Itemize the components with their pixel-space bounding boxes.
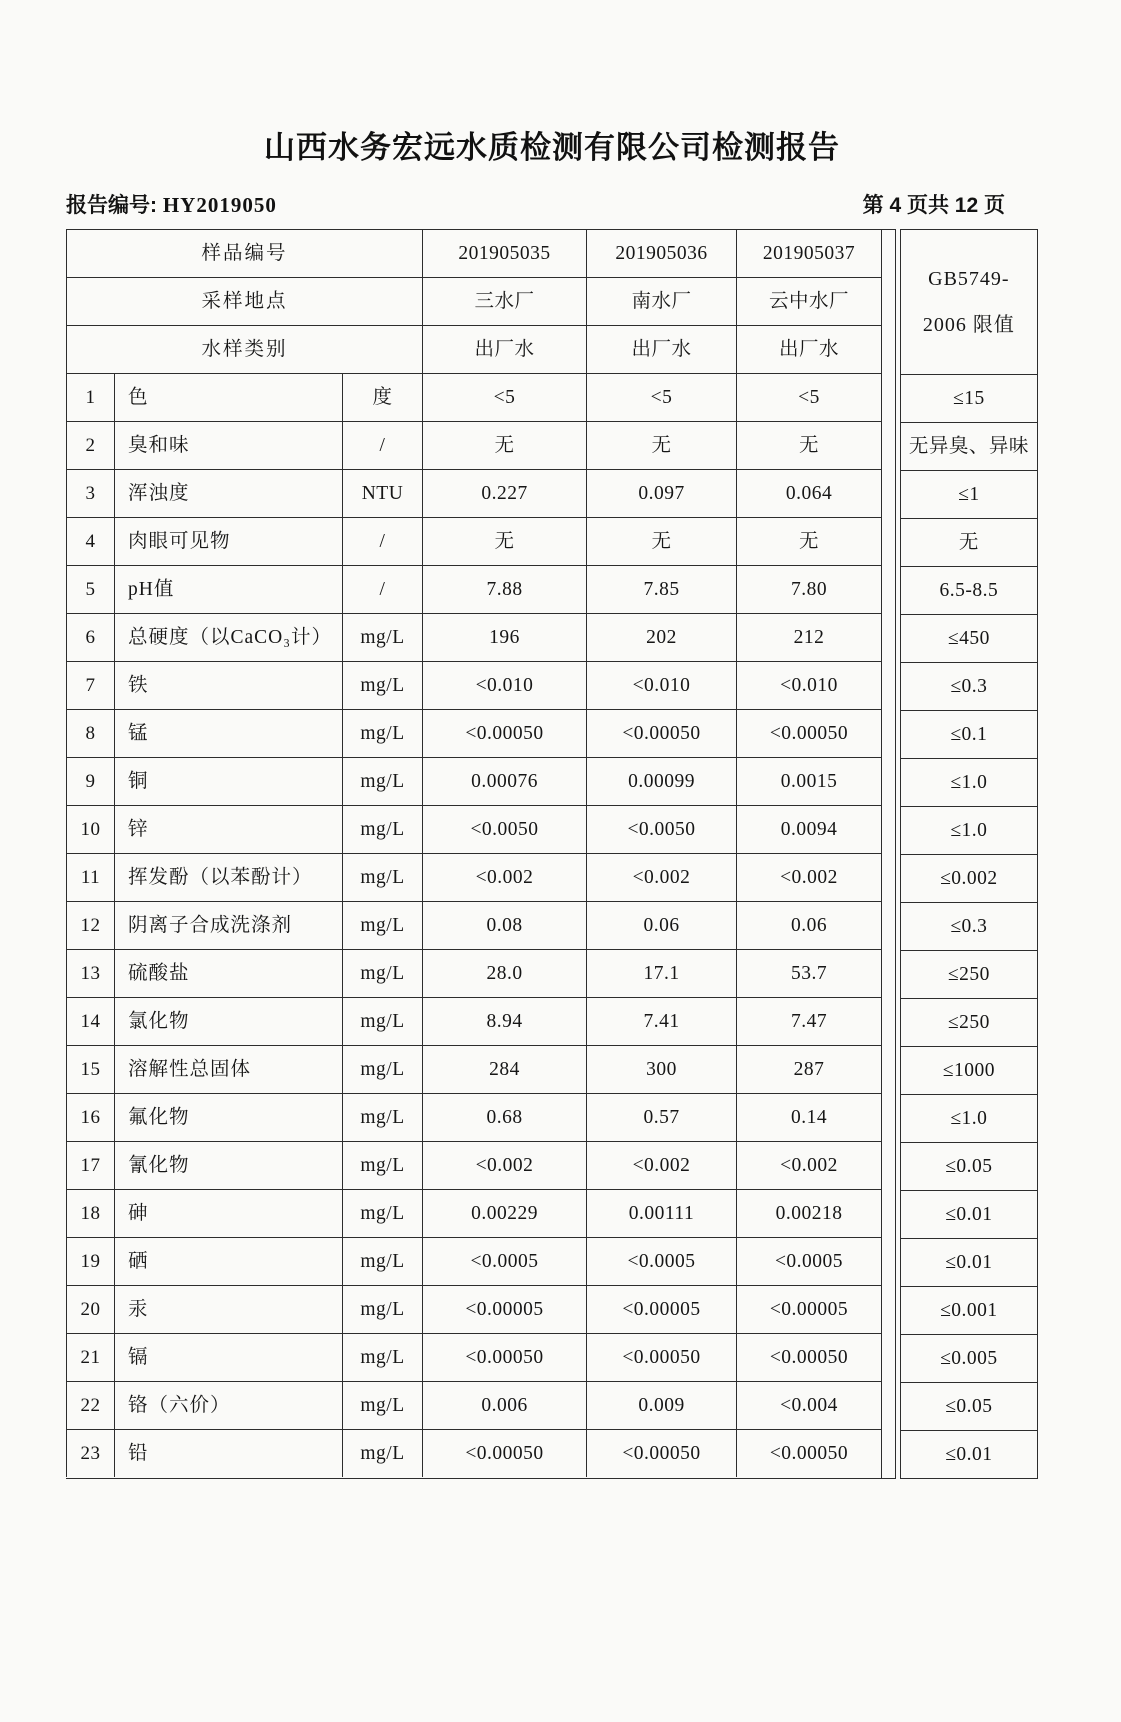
sample-value: 300 bbox=[586, 1045, 736, 1093]
parameter-unit: mg/L bbox=[342, 1285, 422, 1333]
sample-value: <0.00050 bbox=[586, 1429, 736, 1477]
parameter-name: 铬（六价） bbox=[114, 1381, 342, 1429]
limit-value: ≤0.1 bbox=[901, 710, 1037, 758]
limit-column bbox=[900, 229, 1038, 1479]
sample-value: <0.002 bbox=[586, 1141, 736, 1189]
sample-location: 云中水厂 bbox=[736, 277, 881, 325]
parameter-unit: mg/L bbox=[342, 709, 422, 757]
sample-value: 0.097 bbox=[586, 469, 736, 517]
row-number: 12 bbox=[66, 901, 114, 949]
sample-value: 212 bbox=[736, 613, 881, 661]
limit-header-line1: GB5749- bbox=[928, 268, 1010, 290]
page-title: 山西水务宏远水质检测有限公司检测报告 bbox=[264, 130, 840, 165]
results-table bbox=[66, 229, 1038, 1479]
report-number-value: HY2019050 bbox=[162, 193, 277, 217]
parameter-name: 挥发酚（以苯酚计） bbox=[114, 853, 342, 901]
limit-value: 无异臭、异味 bbox=[901, 422, 1037, 470]
sample-value: 284 bbox=[422, 1045, 586, 1093]
sample-value: 0.0094 bbox=[736, 805, 881, 853]
sample-value: 196 bbox=[422, 613, 586, 661]
sample-value: 无 bbox=[586, 517, 736, 565]
limit-value: ≤1.0 bbox=[901, 806, 1037, 854]
sample-value: 0.00229 bbox=[422, 1189, 586, 1237]
limit-value: ≤450 bbox=[901, 614, 1037, 662]
parameter-name: 总硬度（以CaCO₃计） bbox=[114, 613, 342, 661]
water-type: 出厂水 bbox=[736, 325, 881, 373]
parameter-unit: / bbox=[342, 517, 422, 565]
parameter-name: 氯化物 bbox=[114, 997, 342, 1045]
sample-value: <0.010 bbox=[586, 661, 736, 709]
parameter-name: pH值 bbox=[114, 565, 342, 613]
row-number: 17 bbox=[66, 1141, 114, 1189]
sample-value: 0.00099 bbox=[586, 757, 736, 805]
limit-header bbox=[901, 230, 1037, 374]
parameter-unit: mg/L bbox=[342, 853, 422, 901]
sample-value: <5 bbox=[422, 373, 586, 421]
sample-location: 南水厂 bbox=[586, 277, 736, 325]
parameter-name: 汞 bbox=[114, 1285, 342, 1333]
parameter-unit: mg/L bbox=[342, 757, 422, 805]
parameter-name: 锌 bbox=[114, 805, 342, 853]
sample-value: 0.68 bbox=[422, 1093, 586, 1141]
report-number-label: 报告编号: bbox=[66, 194, 157, 217]
parameter-name: 铜 bbox=[114, 757, 342, 805]
limit-value: ≤1000 bbox=[901, 1046, 1037, 1094]
sample-value: <0.0005 bbox=[422, 1237, 586, 1285]
sample-value: 无 bbox=[736, 517, 881, 565]
sample-value: 0.06 bbox=[586, 901, 736, 949]
row-number: 20 bbox=[66, 1285, 114, 1333]
sample-value: <0.002 bbox=[422, 1141, 586, 1189]
sample-value: 0.00076 bbox=[422, 757, 586, 805]
meta-row bbox=[66, 189, 1038, 219]
sample-value: 0.14 bbox=[736, 1093, 881, 1141]
sample-value: 无 bbox=[422, 421, 586, 469]
sample-value: <0.00050 bbox=[422, 709, 586, 757]
sample-value: 7.47 bbox=[736, 997, 881, 1045]
sample-value: 0.0015 bbox=[736, 757, 881, 805]
sample-value: 无 bbox=[422, 517, 586, 565]
sample-value: 53.7 bbox=[736, 949, 881, 997]
parameter-unit: mg/L bbox=[342, 661, 422, 709]
parameter-name: 阴离子合成洗涤剂 bbox=[114, 901, 342, 949]
divider-strip bbox=[882, 229, 896, 1479]
limit-header-line2: 2006 限值 bbox=[922, 314, 1015, 336]
sample-value: <0.00005 bbox=[586, 1285, 736, 1333]
parameter-unit: mg/L bbox=[342, 949, 422, 997]
sample-value: 无 bbox=[586, 421, 736, 469]
parameter-unit: / bbox=[342, 421, 422, 469]
row-number: 16 bbox=[66, 1093, 114, 1141]
parameter-unit: mg/L bbox=[342, 1429, 422, 1477]
sample-value: 8.94 bbox=[422, 997, 586, 1045]
sample-value: 0.00218 bbox=[736, 1189, 881, 1237]
parameter-unit: mg/L bbox=[342, 1093, 422, 1141]
limit-value: ≤250 bbox=[901, 950, 1037, 998]
parameter-unit: mg/L bbox=[342, 1237, 422, 1285]
row-number: 7 bbox=[66, 661, 114, 709]
sample-value: <0.00050 bbox=[422, 1429, 586, 1477]
sample-value: 17.1 bbox=[586, 949, 736, 997]
row-number: 4 bbox=[66, 517, 114, 565]
limit-value: ≤1 bbox=[901, 470, 1037, 518]
sample-value: 0.006 bbox=[422, 1381, 586, 1429]
parameter-name: 氟化物 bbox=[114, 1093, 342, 1141]
sample-value: <0.0050 bbox=[586, 805, 736, 853]
parameter-name: 铁 bbox=[114, 661, 342, 709]
limit-value: ≤0.01 bbox=[901, 1190, 1037, 1238]
parameter-name: 硒 bbox=[114, 1237, 342, 1285]
sample-value: 7.85 bbox=[586, 565, 736, 613]
row-number: 23 bbox=[66, 1429, 114, 1477]
parameter-unit: mg/L bbox=[342, 997, 422, 1045]
sample-no-label: 样品编号 bbox=[66, 229, 422, 277]
row-number: 22 bbox=[66, 1381, 114, 1429]
sample-value: <0.002 bbox=[736, 853, 881, 901]
limit-value: ≤0.3 bbox=[901, 662, 1037, 710]
parameter-unit: / bbox=[342, 565, 422, 613]
sample-value: 无 bbox=[736, 421, 881, 469]
sample-value: <0.0050 bbox=[422, 805, 586, 853]
limit-value: ≤0.001 bbox=[901, 1286, 1037, 1334]
report-number bbox=[66, 189, 277, 219]
row-number: 2 bbox=[66, 421, 114, 469]
limit-value: ≤250 bbox=[901, 998, 1037, 1046]
sample-value: <0.002 bbox=[586, 853, 736, 901]
row-number: 1 bbox=[66, 373, 114, 421]
parameter-unit: NTU bbox=[342, 469, 422, 517]
page-indicator: 第 4 页共 12 页 bbox=[862, 194, 1005, 217]
parameter-unit: mg/L bbox=[342, 613, 422, 661]
report-page bbox=[0, 122, 1121, 1722]
parameter-unit: 度 bbox=[342, 373, 422, 421]
sample-value: <0.00050 bbox=[586, 1333, 736, 1381]
row-number: 9 bbox=[66, 757, 114, 805]
parameter-unit: mg/L bbox=[342, 1381, 422, 1429]
sample-value: <0.0005 bbox=[586, 1237, 736, 1285]
row-number: 6 bbox=[66, 613, 114, 661]
row-number: 5 bbox=[66, 565, 114, 613]
sample-value: 7.80 bbox=[736, 565, 881, 613]
water-type: 出厂水 bbox=[586, 325, 736, 373]
sample-value: 0.08 bbox=[422, 901, 586, 949]
sample-value: <0.002 bbox=[422, 853, 586, 901]
sample-value: <0.00050 bbox=[736, 1429, 881, 1477]
parameter-unit: mg/L bbox=[342, 1189, 422, 1237]
sample-value: <0.00050 bbox=[586, 709, 736, 757]
sample-no: 201905037 bbox=[736, 229, 881, 277]
row-number: 11 bbox=[66, 853, 114, 901]
limit-value: 无 bbox=[901, 518, 1037, 566]
sample-value: 0.06 bbox=[736, 901, 881, 949]
limit-value: ≤0.005 bbox=[901, 1334, 1037, 1382]
parameter-unit: mg/L bbox=[342, 1045, 422, 1093]
main-table bbox=[66, 229, 882, 1479]
sample-value: 7.88 bbox=[422, 565, 586, 613]
parameter-name: 硫酸盐 bbox=[114, 949, 342, 997]
row-number: 14 bbox=[66, 997, 114, 1045]
row-number: 13 bbox=[66, 949, 114, 997]
sample-value: <0.00050 bbox=[736, 709, 881, 757]
limit-value: 6.5-8.5 bbox=[901, 566, 1037, 614]
sample-value: <0.004 bbox=[736, 1381, 881, 1429]
row-number: 19 bbox=[66, 1237, 114, 1285]
sample-no: 201905035 bbox=[422, 229, 586, 277]
sample-value: <5 bbox=[586, 373, 736, 421]
water-type-label: 水样类别 bbox=[66, 325, 422, 373]
sample-value: <0.010 bbox=[422, 661, 586, 709]
sample-location: 三水厂 bbox=[422, 277, 586, 325]
limit-value: ≤1.0 bbox=[901, 758, 1037, 806]
parameter-name: 肉眼可见物 bbox=[114, 517, 342, 565]
parameter-name: 锰 bbox=[114, 709, 342, 757]
sample-value: 28.0 bbox=[422, 949, 586, 997]
row-number: 8 bbox=[66, 709, 114, 757]
row-number: 18 bbox=[66, 1189, 114, 1237]
row-number: 10 bbox=[66, 805, 114, 853]
parameter-name: 氰化物 bbox=[114, 1141, 342, 1189]
sample-no: 201905036 bbox=[586, 229, 736, 277]
sample-value: 202 bbox=[586, 613, 736, 661]
limit-value: ≤0.3 bbox=[901, 902, 1037, 950]
parameter-name: 砷 bbox=[114, 1189, 342, 1237]
parameter-name: 镉 bbox=[114, 1333, 342, 1381]
limit-value: ≤0.002 bbox=[901, 854, 1037, 902]
sample-value: <0.010 bbox=[736, 661, 881, 709]
limit-value: ≤0.01 bbox=[901, 1430, 1037, 1478]
sample-value: 7.41 bbox=[586, 997, 736, 1045]
sample-value: <0.00005 bbox=[422, 1285, 586, 1333]
sample-value: <0.00005 bbox=[736, 1285, 881, 1333]
sample-value: <5 bbox=[736, 373, 881, 421]
sample-value: <0.002 bbox=[736, 1141, 881, 1189]
sample-value: 0.009 bbox=[586, 1381, 736, 1429]
sample-value: 0.57 bbox=[586, 1093, 736, 1141]
sample-value: <0.00050 bbox=[422, 1333, 586, 1381]
parameter-name: 浑浊度 bbox=[114, 469, 342, 517]
water-type: 出厂水 bbox=[422, 325, 586, 373]
limit-value: ≤0.05 bbox=[901, 1142, 1037, 1190]
row-number: 15 bbox=[66, 1045, 114, 1093]
sample-value: 0.064 bbox=[736, 469, 881, 517]
limit-value: ≤1.0 bbox=[901, 1094, 1037, 1142]
parameter-unit: mg/L bbox=[342, 901, 422, 949]
parameter-name: 铅 bbox=[114, 1429, 342, 1477]
parameter-unit: mg/L bbox=[342, 805, 422, 853]
parameter-name: 溶解性总固体 bbox=[114, 1045, 342, 1093]
sample-value: 0.00111 bbox=[586, 1189, 736, 1237]
limit-value: ≤0.05 bbox=[901, 1382, 1037, 1430]
parameter-unit: mg/L bbox=[342, 1333, 422, 1381]
parameter-unit: mg/L bbox=[342, 1141, 422, 1189]
sample-value: <0.0005 bbox=[736, 1237, 881, 1285]
limit-value: ≤15 bbox=[901, 374, 1037, 422]
parameter-name: 臭和味 bbox=[114, 421, 342, 469]
row-number: 3 bbox=[66, 469, 114, 517]
parameter-name: 色 bbox=[114, 373, 342, 421]
sample-value: 287 bbox=[736, 1045, 881, 1093]
row-number: 21 bbox=[66, 1333, 114, 1381]
limit-value: ≤0.01 bbox=[901, 1238, 1037, 1286]
location-label: 采样地点 bbox=[66, 277, 422, 325]
sample-value: <0.00050 bbox=[736, 1333, 881, 1381]
sample-value: 0.227 bbox=[422, 469, 586, 517]
